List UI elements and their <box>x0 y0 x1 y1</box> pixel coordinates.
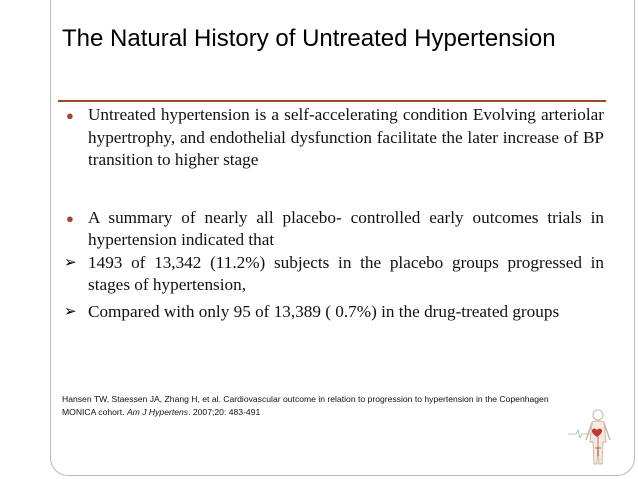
human-figure-heart-icon <box>568 408 618 470</box>
bullet-text: A summary of nearly all placebo- controlled early outcomes trials in hypertension indicated that <box>88 207 604 249</box>
sub-bullet-item <box>62 301 604 324</box>
arrow-bullet-icon: ➢ <box>64 254 77 271</box>
title-divider <box>58 100 606 102</box>
bullet-dot-icon: ● <box>66 108 74 123</box>
bullet-dot-icon: ● <box>66 210 74 226</box>
bullet-text: 1493 of 13,342 (11.2%) subjects in the placebo groups progressed in stages of hypertension, <box>88 252 604 294</box>
slide-title: The Natural History of Untreated Hypertension <box>62 25 556 52</box>
reference-citation <box>62 393 582 419</box>
reference-authors: Hansen TW, Staessen JA, Zhang H, et al. Cardiovascular outcome in relation to progression to hypertension in the Copenhagen MONICA cohort. <box>62 394 549 417</box>
arrow-bullet-icon: ➢ <box>64 303 77 320</box>
bullet-list <box>62 104 604 323</box>
bullet-text: Compared with only 95 of 13,389 ( 0.7%) in the drug-treated groups <box>88 301 560 321</box>
reference-journal: Am J Hypertens <box>126 407 189 417</box>
sub-bullet-item <box>62 252 604 297</box>
bullet-text: Untreated hypertension is a self-accelerating condition Evolving arteriolar hypertrophy, and endothelial dysfunction facilitate the later increase of BP transition to higher stage <box>88 105 604 169</box>
reference-details: . 2007;20: 483-491 <box>188 407 261 417</box>
bullet-item <box>62 207 604 252</box>
bullet-item <box>62 104 604 172</box>
